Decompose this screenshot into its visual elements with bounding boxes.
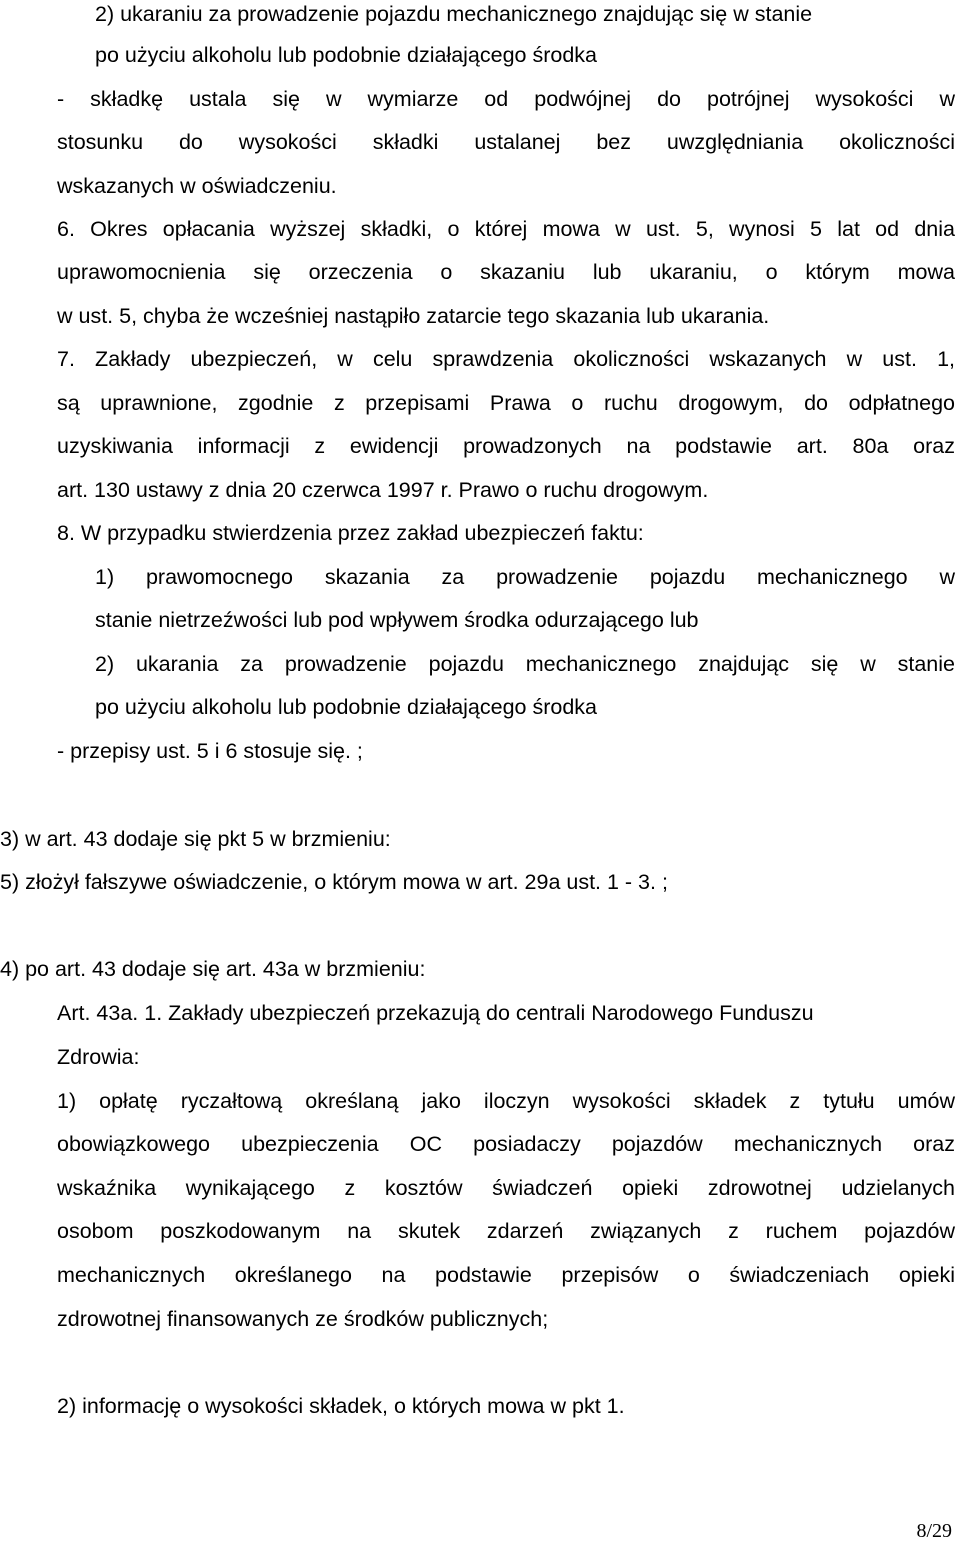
text-line: 3) w art. 43 dodaje się pkt 5 w brzmieniu: xyxy=(0,827,391,851)
text-line: uprawomocnienia się orzeczenia o skazaniu lub ukaraniu, o którym mowa xyxy=(57,260,955,284)
text-line: osobom poszkodowanym na skutek zdarzeń związanych z ruchem pojazdów xyxy=(57,1219,955,1243)
text-line: obowiązkowego ubezpieczenia OC posiadaczy pojazdów mechanicznych oraz xyxy=(57,1132,955,1156)
text-line: 2) informację o wysokości składek, o których mowa w pkt 1. xyxy=(57,1394,625,1418)
text-line: art. 130 ustawy z dnia 20 czerwca 1997 r. Prawo o ruchu drogowym. xyxy=(57,478,709,502)
text-line: wskazanych w oświadczeniu. xyxy=(57,174,337,198)
text-line: uzyskiwania informacji z ewidencji prowadzonych na podstawie art. 80a oraz xyxy=(57,434,955,458)
text-line: 1) prawomocnego skazania za prowadzenie pojazdu mechanicznego w xyxy=(95,565,955,589)
text-line: po użyciu alkoholu lub podobnie działającego środka xyxy=(95,43,598,67)
text-line: 4) po art. 43 dodaje się art. 43a w brzmieniu: xyxy=(0,957,426,981)
text-line: wskaźnika wynikającego z kosztów świadczeń opieki zdrowotnej udzielanych xyxy=(57,1176,955,1200)
text-line: są uprawnione, zgodnie z przepisami Prawa o ruchu drogowym, do odpłatnego xyxy=(57,391,955,415)
text-line: Zdrowia: xyxy=(57,1045,140,1069)
text-line: Art. 43a. 1. Zakłady ubezpieczeń przekazują do centrali Narodowego Funduszu xyxy=(57,1001,814,1025)
text-line: 7. Zakłady ubezpieczeń, w celu sprawdzenia okoliczności wskazanych w ust. 1, xyxy=(57,347,955,371)
text-line: stanie nietrzeźwości lub pod wpływem środka odurzającego lub xyxy=(95,608,699,632)
text-line: 2) ukarania za prowadzenie pojazdu mechanicznego znajdując się w stanie xyxy=(95,652,955,676)
text-line: stosunku do wysokości składki ustalanej bez uwzględniania okoliczności xyxy=(57,130,955,154)
text-line: po użyciu alkoholu lub podobnie działającego środka xyxy=(95,695,598,719)
text-line: 8. W przypadku stwierdzenia przez zakład ubezpieczeń faktu: xyxy=(57,521,644,545)
text-line: 2) ukaraniu za prowadzenie pojazdu mechanicznego znajdując się w stanie xyxy=(95,2,813,26)
page-number: 8/29 xyxy=(916,1520,952,1542)
text-line: 6. Okres opłacania wyższej składki, o której mowa w ust. 5, wynosi 5 lat od dnia xyxy=(57,217,955,241)
text-line: mechanicznych określanego na podstawie przepisów o świadczeniach opieki xyxy=(57,1263,955,1287)
text-line: 1) opłatę ryczałtową określaną jako iloczyn wysokości składek z tytułu umów xyxy=(57,1089,955,1113)
text-line: - przepisy ust. 5 i 6 stosuje się. ; xyxy=(57,739,363,763)
text-line: zdrowotnej finansowanych ze środków publicznych; xyxy=(57,1307,549,1331)
text-line: 5) złożył fałszywe oświadczenie, o którym mowa w art. 29a ust. 1 - 3. ; xyxy=(0,870,668,894)
text-line: - składkę ustala się w wymiarze od podwójnej do potrójnej wysokości w xyxy=(57,87,955,111)
text-line: w ust. 5, chyba że wcześniej nastąpiło zatarcie tego skazania lub ukarania. xyxy=(57,304,770,328)
